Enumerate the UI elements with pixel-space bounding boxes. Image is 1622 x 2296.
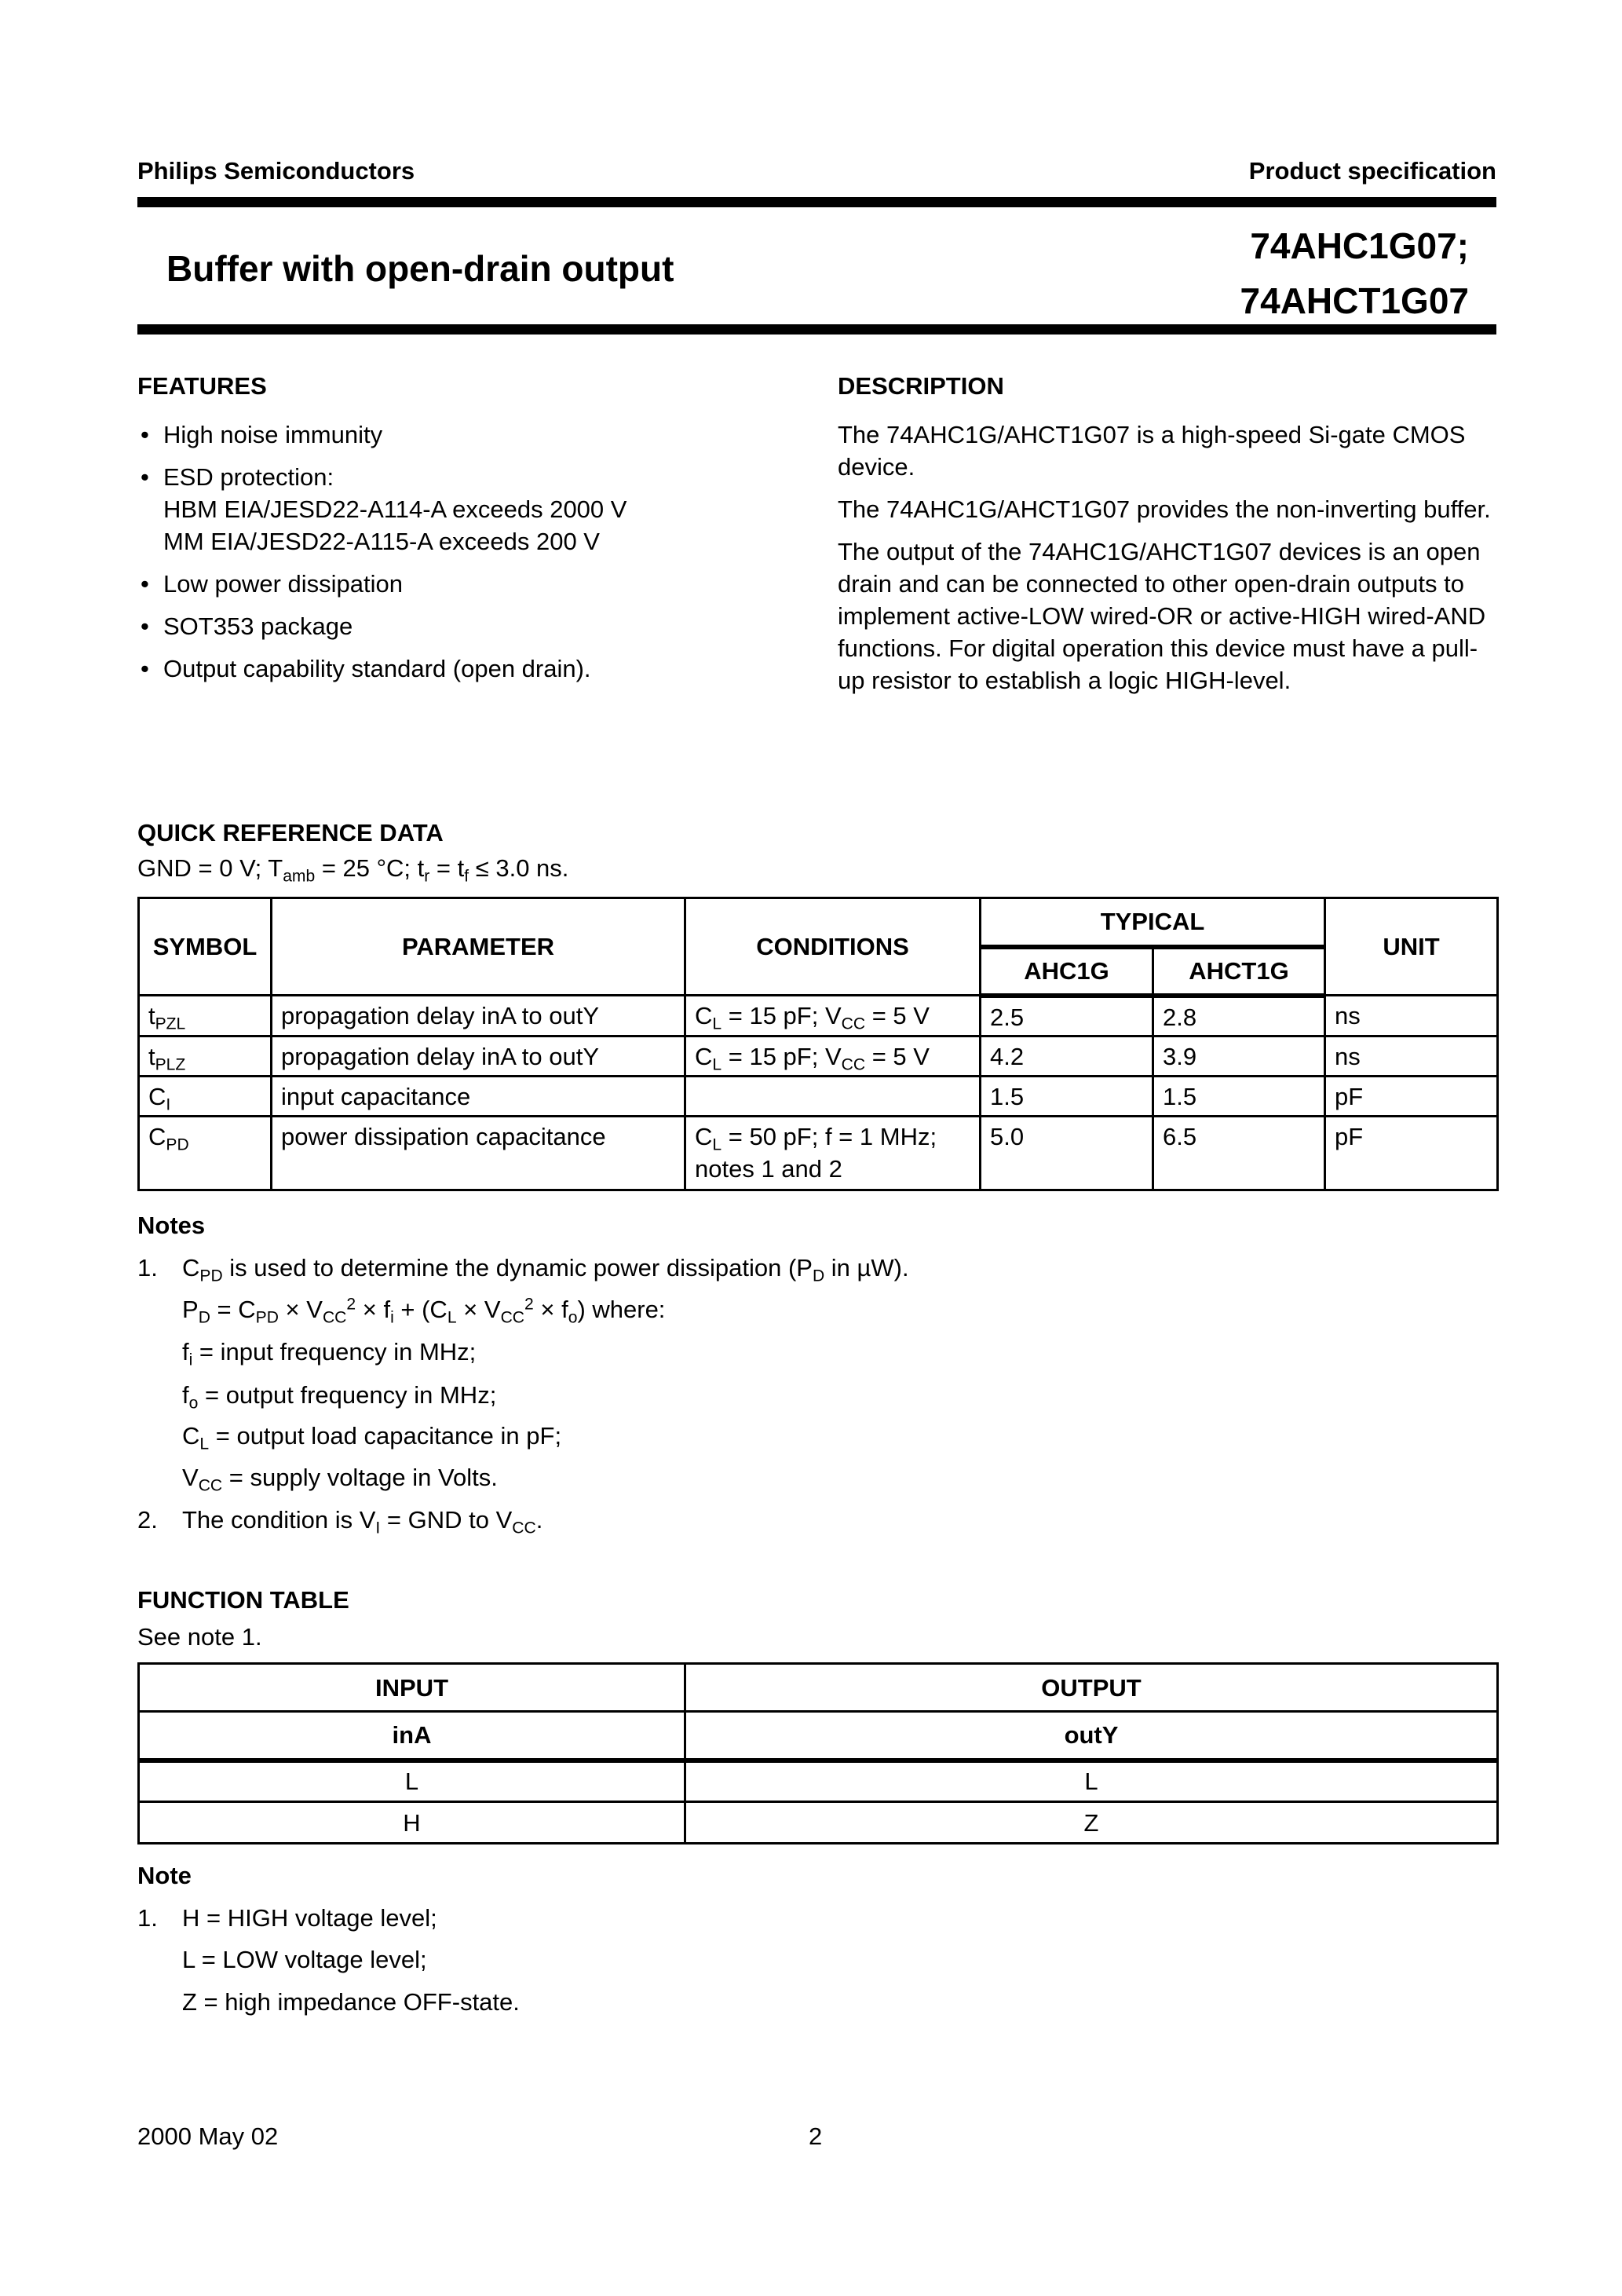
cell-input: H xyxy=(139,1802,685,1844)
quick-ref-conditions xyxy=(137,854,569,886)
subscript: I xyxy=(166,1095,171,1114)
cell-unit: ns xyxy=(1325,996,1498,1036)
note-line xyxy=(182,1506,543,1537)
feature-item xyxy=(137,419,781,451)
feature-text: Low power dissipation xyxy=(163,570,404,598)
features-list xyxy=(137,419,781,695)
part-number-1: 74AHC1G07; xyxy=(1250,225,1469,266)
text-segment: ) where: xyxy=(577,1296,666,1323)
table-row xyxy=(139,1117,1498,1190)
subscript: CC xyxy=(322,1308,347,1327)
function-table xyxy=(137,1662,1499,1844)
col-ahct1g: AHCT1G xyxy=(1153,947,1325,996)
quick-ref-heading: QUICK REFERENCE DATA xyxy=(137,819,444,846)
page-number: 2 xyxy=(809,2122,823,2150)
cell-output: Z xyxy=(685,1802,1498,1844)
bullet-icon: • xyxy=(141,655,149,682)
text-segment: × V xyxy=(456,1296,501,1323)
quick-reference-table xyxy=(137,897,1499,1191)
subscript: o xyxy=(568,1308,578,1327)
footer-date: 2000 May 02 xyxy=(137,2122,279,2150)
superscript: 2 xyxy=(524,1295,534,1314)
doc-type: Product specification xyxy=(1248,157,1496,185)
text-segment: × f xyxy=(533,1296,568,1323)
text-segment: = 15 pF; V xyxy=(721,1043,842,1070)
text-segment: = 50 pF; f = 1 MHz; notes 1 and 2 xyxy=(695,1123,937,1183)
subscript: CC xyxy=(841,1055,866,1074)
subscript: amb xyxy=(283,867,316,886)
text-segment: . xyxy=(535,1506,543,1534)
note-line xyxy=(182,1464,498,1495)
text-segment: + (C xyxy=(393,1296,448,1323)
subscript: D xyxy=(198,1308,210,1327)
cell-input: L xyxy=(139,1760,685,1802)
cell-ahct: 1.5 xyxy=(1153,1077,1325,1117)
cell-parameter: input capacitance xyxy=(272,1077,685,1117)
note-line xyxy=(182,1254,909,1285)
text-segment: = output load capacitance in pF; xyxy=(209,1422,562,1450)
col-ahc1g: AHC1G xyxy=(981,947,1153,996)
text-segment: = 25 °C; t xyxy=(315,854,425,882)
col-input: INPUT xyxy=(139,1664,685,1712)
feature-text: High noise immunity xyxy=(163,421,383,448)
cell-conditions xyxy=(685,1077,981,1117)
text-segment: = GND to V xyxy=(380,1506,513,1534)
bullet-icon: • xyxy=(141,570,149,598)
text-segment: P xyxy=(182,1296,199,1323)
description-heading: DESCRIPTION xyxy=(838,372,1004,400)
subscript: f xyxy=(464,867,469,886)
subscript: PLZ xyxy=(155,1055,186,1074)
note-number: 2. xyxy=(137,1506,158,1534)
subscript: i xyxy=(390,1308,394,1327)
cell-symbol xyxy=(139,1117,272,1190)
table-row xyxy=(139,1802,1498,1844)
text-segment: = 5 V xyxy=(865,1043,930,1070)
description-paragraph: The 74AHC1G/AHCT1G07 is a high-speed Si-gate CMOS device. xyxy=(838,421,1466,481)
col-outy: outY xyxy=(685,1712,1498,1760)
description-body xyxy=(838,419,1501,707)
cell-ahct: 6.5 xyxy=(1153,1117,1325,1190)
subscript: I xyxy=(375,1519,381,1537)
text-segment: C xyxy=(148,1083,166,1110)
feature-text: MM EIA/JESD22-A115-A exceeds 200 V xyxy=(163,528,600,555)
text-segment: V xyxy=(182,1464,199,1491)
subscript: L xyxy=(712,1015,722,1033)
text-segment: × V xyxy=(278,1296,323,1323)
note-line xyxy=(182,1295,666,1327)
cell-ahct: 2.8 xyxy=(1153,996,1325,1036)
cell-unit: ns xyxy=(1325,1036,1498,1077)
text-segment: in µW). xyxy=(824,1254,909,1281)
description-paragraph: The output of the 74AHC1G/AHCT1G07 devices is an open drain and can be connected to other open-drain outputs to implement active-LOW wired-OR or active-HIGH wired-AND functions. For digital operation this device must have a pull-up resistor to establish a logic HIGH-level. xyxy=(838,538,1486,694)
text-segment: C xyxy=(148,1123,166,1150)
cell-ahc: 2.5 xyxy=(981,996,1153,1036)
col-symbol: SYMBOL xyxy=(139,898,272,996)
col-typical: TYPICAL xyxy=(981,898,1325,947)
cell-ahc: 1.5 xyxy=(981,1077,1153,1117)
header-rule-top xyxy=(137,197,1496,207)
ft-note-line: L = LOW voltage level; xyxy=(182,1946,427,1973)
subscript: PD xyxy=(255,1308,279,1327)
text-segment: is used to determine the dynamic power dissipation (P xyxy=(222,1254,813,1281)
bullet-icon: • xyxy=(141,612,149,640)
superscript: 2 xyxy=(346,1295,356,1314)
table-row xyxy=(139,1760,1498,1802)
subscript: L xyxy=(712,1055,722,1074)
text-segment: × f xyxy=(356,1296,391,1323)
feature-text: ESD protection: xyxy=(163,463,334,491)
table-row xyxy=(139,996,1498,1036)
cell-ahct: 3.9 xyxy=(1153,1036,1325,1077)
feature-item xyxy=(137,568,781,600)
cell-conditions xyxy=(685,1117,981,1190)
cell-ahc: 4.2 xyxy=(981,1036,1153,1077)
cell-parameter: power dissipation capacitance xyxy=(272,1117,685,1190)
subscript: CC xyxy=(500,1308,525,1327)
feature-text: SOT353 package xyxy=(163,612,353,640)
description-paragraph: The 74AHC1G/AHCT1G07 provides the non-inverting buffer. xyxy=(838,495,1491,523)
features-heading: FEATURES xyxy=(137,372,267,400)
feature-item xyxy=(137,461,781,558)
subscript: PD xyxy=(199,1267,223,1285)
feature-text: HBM EIA/JESD22-A114-A exceeds 2000 V xyxy=(163,495,627,523)
text-segment: f xyxy=(182,1381,189,1409)
text-segment: C xyxy=(695,1043,713,1070)
subscript: o xyxy=(188,1394,199,1413)
cell-unit: pF xyxy=(1325,1117,1498,1190)
cell-symbol xyxy=(139,996,272,1036)
note-line xyxy=(182,1338,477,1369)
table-row xyxy=(139,1077,1498,1117)
subscript: i xyxy=(188,1351,193,1369)
text-segment: ≤ 3.0 ns. xyxy=(469,854,569,882)
text-segment: = input frequency in MHz; xyxy=(192,1338,477,1366)
bullet-icon: • xyxy=(141,421,149,448)
text-segment: C xyxy=(182,1422,200,1450)
text-segment: t xyxy=(148,1043,155,1070)
cell-ahc: 5.0 xyxy=(981,1117,1153,1190)
subscript: CC xyxy=(512,1519,536,1537)
subscript: PZL xyxy=(155,1015,186,1033)
subscript: CC xyxy=(841,1015,866,1033)
text-segment: = 15 pF; V xyxy=(721,1002,842,1029)
text-segment: = 5 V xyxy=(865,1002,930,1029)
ft-note-line: H = HIGH voltage level; xyxy=(182,1904,437,1932)
text-segment: t xyxy=(148,1002,155,1029)
text-segment: C xyxy=(695,1123,713,1150)
function-table-subtitle: See note 1. xyxy=(137,1623,262,1651)
ft-note-number: 1. xyxy=(137,1904,158,1932)
note-line xyxy=(182,1422,562,1453)
col-parameter: PARAMETER xyxy=(272,898,685,996)
page-title: Buffer with open-drain output xyxy=(166,248,674,289)
text-segment: = t xyxy=(429,854,465,882)
subscript: L xyxy=(712,1135,722,1154)
text-segment: = output frequency in MHz; xyxy=(198,1381,497,1409)
note-line xyxy=(182,1381,497,1413)
text-segment: C xyxy=(695,1002,713,1029)
text-segment: C xyxy=(182,1254,200,1281)
bullet-icon: • xyxy=(141,463,149,491)
header-rule-bottom xyxy=(137,324,1496,335)
feature-item xyxy=(137,653,781,685)
text-segment: = C xyxy=(210,1296,256,1323)
note-number: 1. xyxy=(137,1254,158,1281)
text-segment: = supply voltage in Volts. xyxy=(222,1464,498,1491)
cell-conditions xyxy=(685,996,981,1036)
col-ina: inA xyxy=(139,1712,685,1760)
cell-parameter: propagation delay inA to outY xyxy=(272,996,685,1036)
feature-item xyxy=(137,610,781,642)
cell-parameter: propagation delay inA to outY xyxy=(272,1036,685,1077)
feature-text: Output capability standard (open drain). xyxy=(163,655,591,682)
cell-symbol xyxy=(139,1077,272,1117)
ft-note-line: Z = high impedance OFF-state. xyxy=(182,1988,520,2016)
cell-conditions xyxy=(685,1036,981,1077)
cell-symbol xyxy=(139,1036,272,1077)
ft-note-heading: Note xyxy=(137,1862,192,1889)
part-numbers xyxy=(1240,218,1469,328)
cell-output: L xyxy=(685,1760,1498,1802)
col-conditions: CONDITIONS xyxy=(685,898,981,996)
cell-unit: pF xyxy=(1325,1077,1498,1117)
subscript: r xyxy=(424,867,430,886)
company-name: Philips Semiconductors xyxy=(137,157,415,185)
text-segment: f xyxy=(182,1338,189,1366)
subscript: PD xyxy=(166,1135,189,1154)
subscript: L xyxy=(199,1435,210,1453)
function-table-heading: FUNCTION TABLE xyxy=(137,1586,349,1614)
part-number-2: 74AHCT1G07 xyxy=(1240,280,1469,321)
subscript: D xyxy=(812,1267,825,1285)
col-unit: UNIT xyxy=(1325,898,1498,996)
subscript: L xyxy=(447,1308,457,1327)
text-segment: GND = 0 V; T xyxy=(137,854,283,882)
table-row xyxy=(139,1036,1498,1077)
notes-heading: Notes xyxy=(137,1212,206,1239)
text-segment: The condition is V xyxy=(182,1506,376,1534)
subscript: CC xyxy=(198,1476,223,1495)
col-output: OUTPUT xyxy=(685,1664,1498,1712)
